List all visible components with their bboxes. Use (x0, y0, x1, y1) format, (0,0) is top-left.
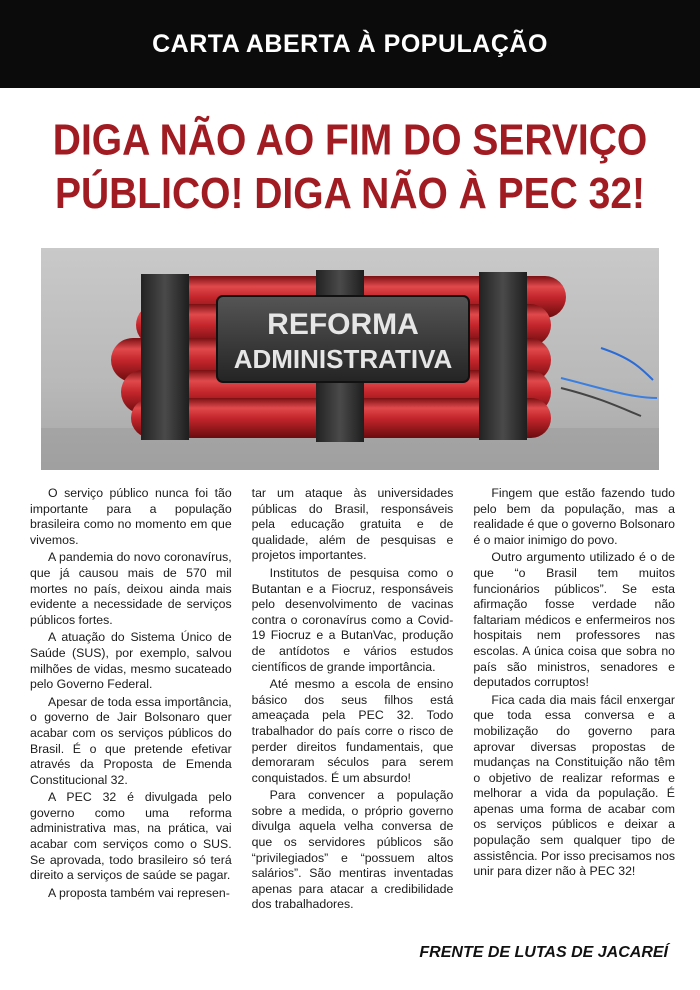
paragraph: A PEC 32 é divulgada pelo governo como uma reforma administrativa mas, na prática, vai acabar com serviços como o SUS. Se aprovada, todo brasileiro só terá direito a serviços de saúde se pagar. (30, 790, 232, 883)
text-column-2 (252, 486, 454, 915)
signature: FRENTE DE LUTAS DE JACAREÍ (419, 944, 668, 961)
paragraph: O serviço público nunca foi tão importante para a população brasileira como no momento em que vivemos. (30, 486, 232, 547)
headline (0, 114, 700, 222)
article-body (30, 486, 675, 915)
paragraph: Para convencer a população sobre a medida, o próprio governo divulga aquela velha conversa de que os servidores públicos são “privilegiados” e “possuem altos salários”. São mentiras inventadas apenas para atacar a credibilidade dos trabalhadores. (251, 788, 454, 912)
paragraph: Fica cada dia mais fácil enxergar que toda essa conversa e a mobilização do governo para aprovar diversas propostas de mudanças na Constituição não têm o objetivo de realizar reformas e melhorar a vida da população. É apenas uma forma de acabar com os serviços públicos e deixar a população sem qualquer tipo de assistência. Por isso precisamos nos unir para dizer não à PEC 32! (473, 692, 676, 879)
paragraph: Fingem que estão fazendo tudo pelo bem da população, mas a realidade é que o governo Bolsonaro é o maior inimigo do povo. (473, 486, 676, 547)
paragraph: Até mesmo a escola de ensino básico dos seus filhos está ameaçada pela PEC 32. Todo trabalhador do país corre o risco de perder direitos fundamentais, que demoraram séculos para serem conquistados. É um absurdo! (251, 677, 454, 785)
text-column-1 (30, 486, 232, 915)
headline-line-2: PÚBLICO! DIGA NÃO À PEC 32! (54, 170, 646, 219)
headline-line-1: DIGA NÃO AO FIM DO SERVIÇO (52, 116, 648, 165)
paragraph: A atuação do Sistema Único de Saúde (SUS), por exemplo, salvou milhões de vidas, mesmo sucateado pelo Governo Federal. (30, 630, 232, 692)
text-column-3 (473, 486, 675, 915)
letter-title: CARTA ABERTA À POPULAÇÃO (152, 29, 548, 58)
paragraph: tar um ataque às universidades públicas do Brasil, responsáveis pela educação gratuita e de qualidade, além de pesquisas e projetos importantes. (251, 486, 454, 563)
paragraph: A proposta também vai represen- (48, 885, 230, 900)
paragraph: A pandemia do novo coronavírus, que já causou mais de 570 mil mortes no país, deixou ainda mais evidente a necessidade de serviços públicos fortes. (30, 550, 232, 627)
plate-label-line-2: ADMINISTRATIVA (233, 344, 453, 374)
paragraph: Outro argumento utilizado é o de que “o Brasil tem muitos funcionários públicos”. Se esta afirmação fosse verdade não faltariam médicos e enfermeiros nos hospitais nem professores nas escolas. A única coisa que sobra no país são ministros, senadores e deputados corruptos! (473, 550, 676, 690)
top-banner (0, 0, 700, 88)
paragraph: Institutos de pesquisa como o Butantan e a Fiocruz, responsáveis pelo desenvolvimento de vacinas contra o coronavírus como a Covid-19 Fiocruz e a ButanVac, produção de antídotos e vários estudos científicos de grande importância. (251, 565, 454, 674)
paragraph: Apesar de toda essa importância, o governo de Jair Bolsonaro quer acabar com os serviços públicos do Brasil. É o que pretende efetivar através da Proposta de Emenda Constitucional 32. (30, 694, 232, 787)
dynamite-illustration (41, 248, 659, 470)
plate-label-line-1: REFORMA (267, 308, 419, 341)
